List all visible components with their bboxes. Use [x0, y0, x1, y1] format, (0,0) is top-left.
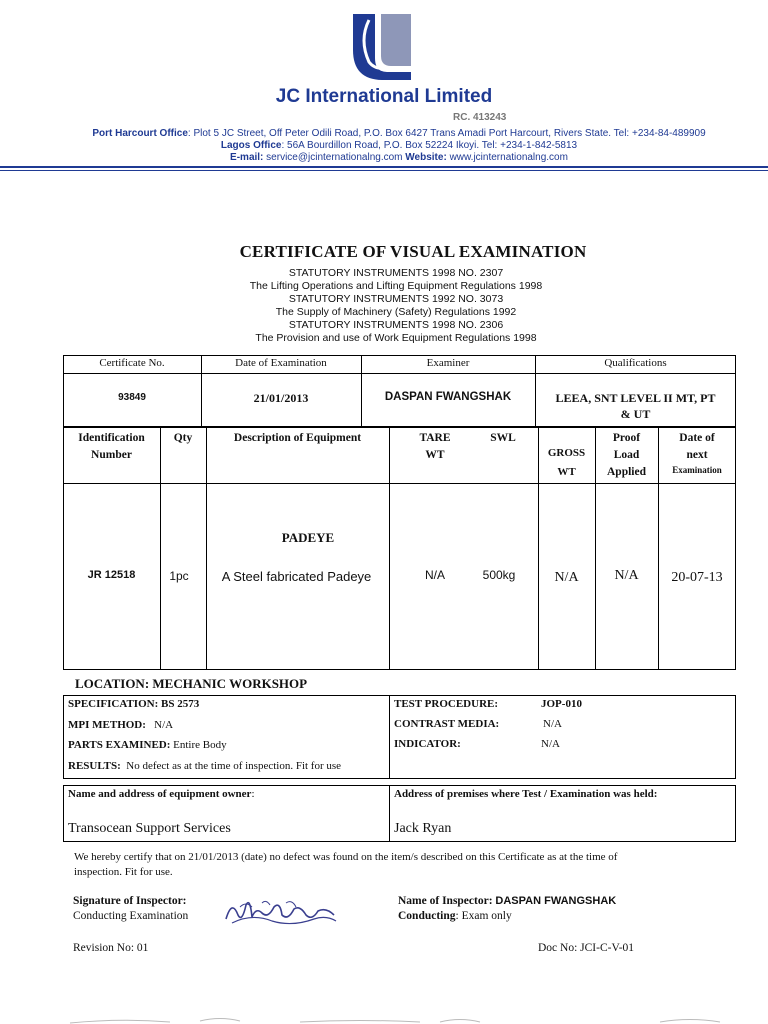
- header-divider-thin: [0, 170, 768, 171]
- lagos-text: : 56A Bourdillon Road, P.O. Box 52224 Ikoyi. Tel: +234-1-842-5813: [281, 140, 578, 151]
- ph-text: : Plot 5 JC Street, Off Peter Odili Road, P.O. Box 6427 Trans Amadi Port Harcourt, Rivers State. Tel: +234-84-489909: [187, 128, 706, 139]
- header-gross-wt: WT: [557, 466, 576, 478]
- owner-box-rule: [389, 785, 390, 842]
- port-harcourt-address: [0, 128, 768, 139]
- contrast-media-value: N/A: [543, 718, 562, 730]
- header-divider: [0, 166, 768, 168]
- header-proof-load: Load: [613, 449, 640, 461]
- header-swl: SWL: [490, 432, 516, 444]
- website-link[interactable]: www.jcinternationalng.com: [449, 152, 568, 163]
- contact-line: [0, 152, 768, 163]
- indicator-label: INDICATOR:: [394, 738, 461, 750]
- mpi-label: MPI METHOD:: [68, 719, 146, 731]
- header-gross: GROSS: [547, 447, 586, 459]
- specification-label: SPECIFICATION: BS 2573: [68, 698, 200, 710]
- contrast-media-label: CONTRAST MEDIA:: [394, 718, 500, 730]
- company-logo: [347, 10, 417, 82]
- header-tare: TARE: [419, 432, 451, 444]
- equipment-id: JR 12518: [87, 569, 136, 581]
- header-description: Description of Equipment: [233, 432, 362, 444]
- conducting-label: Conducting: [398, 910, 456, 922]
- header-identification: Identification: [78, 432, 145, 444]
- equipment-qty: 1pc: [169, 569, 189, 583]
- header-identification-number: Number: [91, 449, 132, 461]
- owner-name: Transocean Support Services: [68, 821, 231, 836]
- header-examiner: Examiner: [426, 357, 470, 369]
- certificate-title: CERTIFICATE OF VISUAL EXAMINATION: [239, 242, 587, 261]
- header-proof: Proof: [612, 432, 641, 444]
- certify-line-1: We hereby certify that on 21/01/2013 (date) no defect was found on the item/s described on this Certificate as at the time of: [74, 851, 618, 863]
- page-edge-artifact: [60, 1014, 740, 1024]
- equipment-proof: N/A: [614, 568, 639, 583]
- lagos-label: Lagos Office: [220, 140, 282, 151]
- equipment-gross: N/A: [554, 570, 579, 585]
- signature-label: Signature of Inspector:: [73, 895, 187, 907]
- statute-line: STATUTORY INSTRUMENTS 1998 NO. 2307: [288, 267, 504, 279]
- header-date: Date of Examination: [235, 357, 327, 369]
- certify-line-2: inspection. Fit for use.: [74, 866, 173, 878]
- info-table-rule: [63, 373, 736, 374]
- equipment-table-rule: [658, 427, 659, 670]
- email-link[interactable]: service@jcinternationalng.com: [266, 152, 403, 163]
- rc-number: RC. 413243: [453, 112, 507, 123]
- revision-number: Revision No: 01: [73, 942, 149, 954]
- conducting-row: [398, 910, 512, 922]
- inspector-name-label: Name of Inspector:: [398, 895, 493, 907]
- location-label: LOCATION: MECHANIC WORKSHOP: [75, 676, 308, 691]
- test-procedure-value: JOP-010: [541, 698, 582, 710]
- examiner-name: DASPAN FWANGSHAK: [384, 391, 512, 403]
- test-procedure-label: TEST PROCEDURE:: [394, 698, 499, 710]
- mpi-row: [68, 719, 173, 731]
- results-value: No defect as at the time of inspection. Fit for use: [126, 760, 342, 772]
- signature-subtitle: Conducting Examination: [73, 910, 189, 922]
- parts-row: [68, 739, 227, 751]
- header-next: next: [686, 449, 708, 461]
- parts-label: PARTS EXAMINED:: [68, 739, 171, 751]
- indicator-value: N/A: [541, 738, 560, 750]
- equipment-table-rule: [595, 427, 596, 670]
- results-label: RESULTS:: [68, 760, 121, 772]
- equipment-table-rule: [63, 483, 736, 484]
- email-label: E-mail:: [230, 152, 264, 163]
- equipment-table-rule: [160, 427, 161, 670]
- equipment-swl: 500kg: [482, 568, 516, 582]
- qualifications-line-1: LEEA, SNT LEVEL II MT, PT: [555, 391, 716, 405]
- owner-label: Name and address of equipment owner: [68, 788, 252, 800]
- inspector-signature: [222, 893, 340, 933]
- certificate-number: 93849: [118, 392, 146, 403]
- equipment-name: PADEYE: [281, 530, 335, 545]
- qualifications-line-2: & UT: [620, 407, 651, 421]
- ph-label: Port Harcourt Office: [92, 128, 188, 139]
- equipment-next-date: 20-07-13: [671, 570, 723, 585]
- owner-label-row: [68, 788, 255, 800]
- header-certificate-no: Certificate No.: [99, 357, 165, 369]
- header-proof-applied: Applied: [607, 466, 646, 478]
- header-tare-wt: WT: [425, 449, 445, 461]
- header-qty: Qty: [173, 432, 193, 444]
- equipment-description: A Steel fabricated Padeye: [221, 569, 372, 584]
- website-label: Website:: [405, 152, 447, 163]
- header-examination: Examination: [672, 465, 722, 475]
- premises-label: Address of premises where Test / Examination was held:: [394, 788, 658, 800]
- statute-line: The Lifting Operations and Lifting Equipment Regulations 1998: [249, 280, 543, 292]
- details-box-rule: [389, 695, 390, 779]
- header-qualifications: Qualifications: [604, 357, 667, 369]
- equipment-table-rule: [206, 427, 207, 670]
- statute-line: STATUTORY INSTRUMENTS 1998 NO. 2306: [288, 319, 504, 331]
- equipment-tare: N/A: [424, 568, 445, 582]
- results-row: [68, 760, 341, 772]
- equipment-table-rule: [538, 427, 539, 670]
- premises-name: Jack Ryan: [394, 821, 452, 836]
- equipment-table-rule: [389, 427, 390, 670]
- statute-line: STATUTORY INSTRUMENTS 1992 NO. 3073: [288, 293, 504, 305]
- inspector-name: DASPAN FWANGSHAK: [495, 895, 617, 907]
- document-number: Doc No: JCI-C-V-01: [538, 942, 635, 954]
- exam-date: 21/01/2013: [253, 391, 309, 405]
- owner-colon: :: [251, 788, 255, 800]
- parts-value: Entire Body: [173, 739, 227, 751]
- equipment-table: [63, 427, 736, 670]
- statute-line: The Supply of Machinery (Safety) Regulations 1992: [275, 306, 517, 318]
- conducting-value: : Exam only: [455, 910, 512, 922]
- statute-line: The Provision and use of Work Equipment Regulations 1998: [255, 332, 537, 344]
- company-name: JC International Limited: [275, 86, 493, 107]
- lagos-address: [0, 140, 768, 151]
- header-next-date: Date of: [679, 432, 715, 444]
- mpi-value: N/A: [154, 719, 174, 731]
- inspector-name-row: [398, 895, 616, 907]
